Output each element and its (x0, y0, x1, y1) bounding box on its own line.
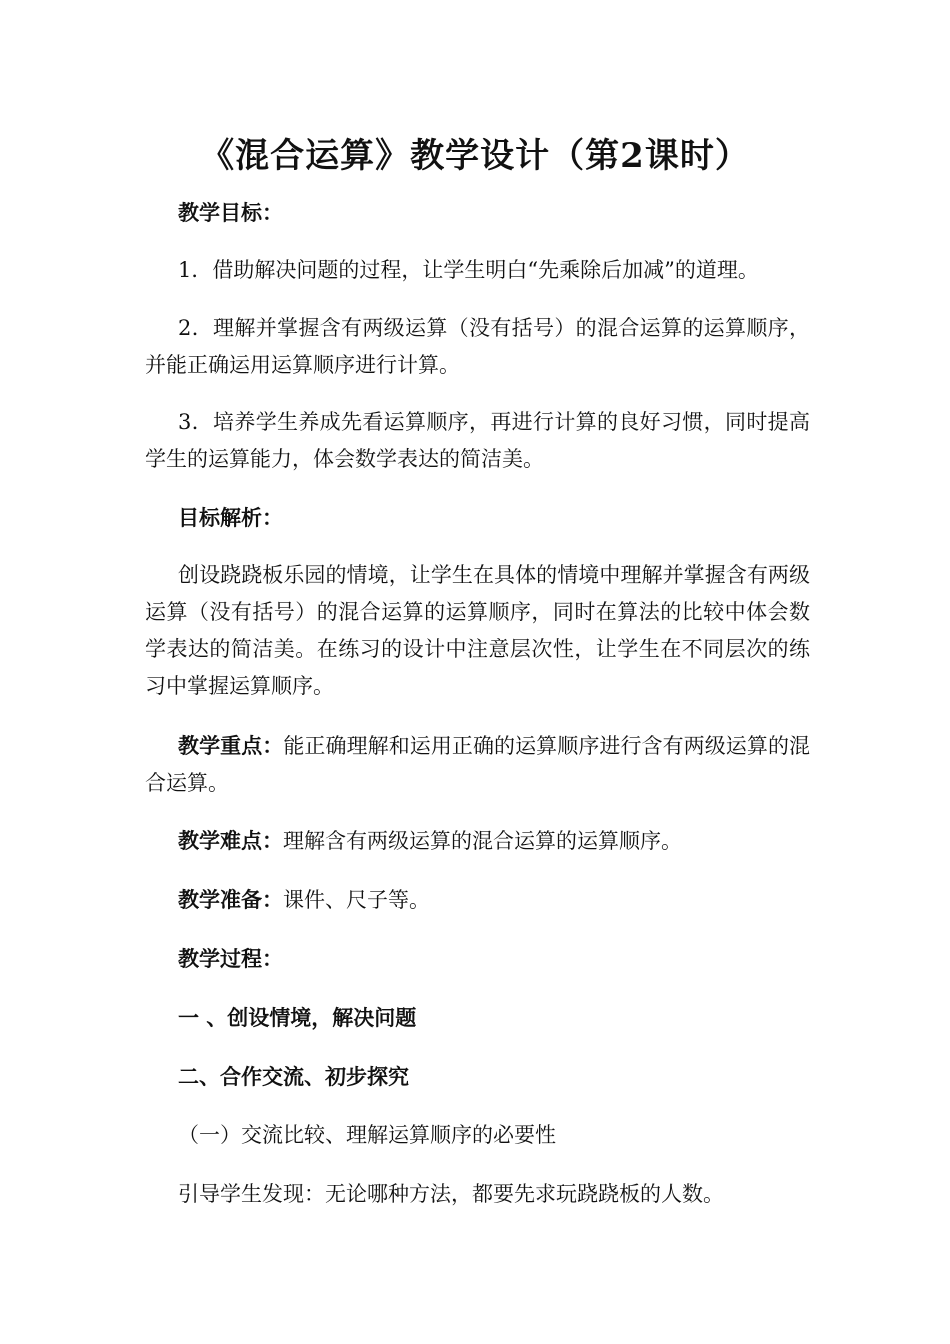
key-point-label: 教学重点： (178, 733, 284, 758)
preparation-text: 课件、尺子等。 (283, 888, 430, 912)
difficulty-label: 教学难点： (178, 828, 283, 853)
key-point-paragraph (145, 727, 810, 802)
difficulty-text: 理解含有两级运算的混合运算的运算顺序。 (283, 829, 682, 853)
objective-item-3: 3．培养学生养成先看运算顺序，再进行计算的良好习惯，同时提高学生的运算能力，体会数学表达的简洁美。 (145, 410, 810, 471)
section-heading-analysis: 目标解析： (178, 505, 283, 530)
section-heading-objectives: 教学目标： (178, 200, 283, 225)
process-step-2: 二、合作交流、初步探究 (178, 1064, 409, 1089)
section-heading-process: 教学过程： (178, 946, 283, 971)
difficulty-paragraph (145, 822, 810, 860)
objective-item-1: 1．借助解决问题的过程，让学生明白“先乘除后加减”的道理。 (178, 258, 759, 282)
document-title: 《混合运算》教学设计（第2课时） (200, 136, 750, 176)
process-step-1: 一 、创设情境，解决问题 (178, 1005, 417, 1030)
analysis-paragraph: 创设跷跷板乐园的情境，让学生在具体的情境中理解并掌握含有两级运算（没有括号）的混合运算的运算顺序，同时在算法的比较中体会数学表达的简洁美。在练习的设计中注意层次性，让学生在不同层次的练习中掌握运算顺序。 (145, 563, 810, 698)
preparation-label: 教学准备： (178, 887, 283, 912)
process-substep-text: 引导学生发现：无论哪种方法，都要先求玩跷跷板的人数。 (178, 1182, 724, 1206)
key-point-text: 能正确理解和运用正确的运算顺序进行含有两级运算的混合运算。 (145, 734, 811, 795)
preparation-paragraph (145, 881, 810, 919)
objective-item-2: 2．理解并掌握含有两级运算（没有括号）的混合运算的运算顺序，并能正确运用运算顺序进行计算。 (145, 316, 810, 377)
process-substep-1: （一）交流比较、理解运算顺序的必要性 (178, 1123, 556, 1147)
